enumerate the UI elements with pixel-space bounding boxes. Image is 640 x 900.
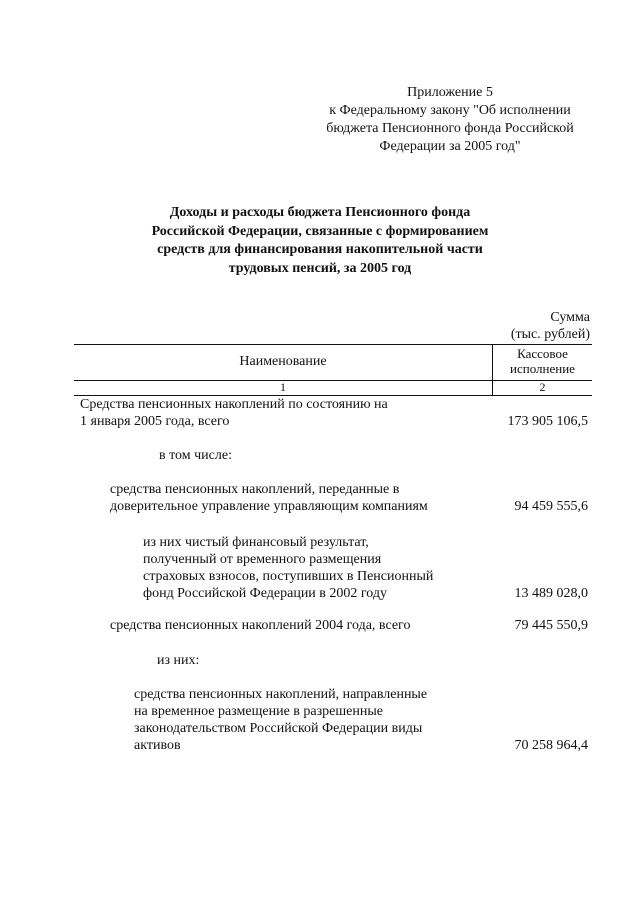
title-line: средств для финансирования накопительной части (157, 242, 483, 257)
table-row (80, 396, 388, 430)
column-number-1: 1 (280, 380, 286, 394)
appendix-line: бюджета Пенсионного фонда Российской (326, 121, 574, 136)
row-text-line: средства пенсионных накоплений 2004 года, всего (110, 618, 411, 633)
appendix-line: Приложение 5 (407, 85, 493, 100)
row-text-line: полученный от временного размещения (143, 552, 382, 567)
row-text-line: 1 января 2005 года, всего (80, 414, 230, 429)
row-text-line: средства пенсионных накоплений, направленные (134, 687, 428, 702)
table-row (110, 617, 410, 634)
sum-label: Сумма (550, 310, 590, 325)
row-value: 173 905 106,5 (507, 414, 588, 429)
appendix-line: к Федеральному закону "Об исполнении (329, 103, 571, 118)
row-text-line: фонд Российской Федерации в 2002 году (143, 586, 388, 601)
title-line: Доходы и расходы бюджета Пенсионного фонда (169, 205, 471, 220)
table-row (143, 534, 433, 602)
row-value: 13 489 028,0 (514, 586, 588, 601)
row-text-line: средства пенсионных накоплений, переданные в (110, 482, 400, 497)
row-text-line: законодательством Российской Федерации виды (134, 721, 423, 736)
appendix-header (300, 84, 600, 156)
table-row (134, 686, 427, 754)
document-title (120, 204, 520, 278)
sum-unit-header (470, 309, 590, 343)
row-text-line: активов (134, 738, 181, 753)
row-value: 70 258 964,4 (514, 738, 588, 753)
table-header (74, 344, 592, 396)
title-line: Российской Федерации, связанные с формированием (151, 223, 489, 239)
title-line: трудовых пенсий, за 2005 год (228, 260, 412, 276)
row-text-line: из них: (157, 653, 200, 668)
table-row (110, 481, 428, 515)
column-header-sum (493, 346, 592, 376)
sum-unit: (тыс. рублей) (510, 327, 590, 342)
table-row (159, 447, 232, 464)
appendix-line: Федерации за 2005 год" (379, 139, 521, 154)
table-row (157, 652, 199, 669)
row-text-line: доверительное управление управляющим компаниям (110, 499, 428, 514)
column-header-sum-line: исполнение (510, 361, 575, 376)
column-number-2: 2 (539, 380, 546, 394)
row-text-line: Средства пенсионных накоплений по состоянию на (80, 397, 388, 412)
row-text-line: из них чистый финансовый результат, (143, 535, 369, 550)
row-value: 79 445 550,9 (514, 618, 588, 633)
row-value: 94 459 555,6 (514, 499, 588, 514)
row-text-line: страховых взносов, поступивших в Пенсионный (143, 569, 434, 584)
column-header-name: Наименование (239, 354, 327, 369)
row-text-line: на временное размещение в разрешенные (134, 704, 383, 719)
row-text-line: в том числе: (159, 448, 232, 463)
column-header-sum-line: Кассовое (517, 346, 568, 361)
